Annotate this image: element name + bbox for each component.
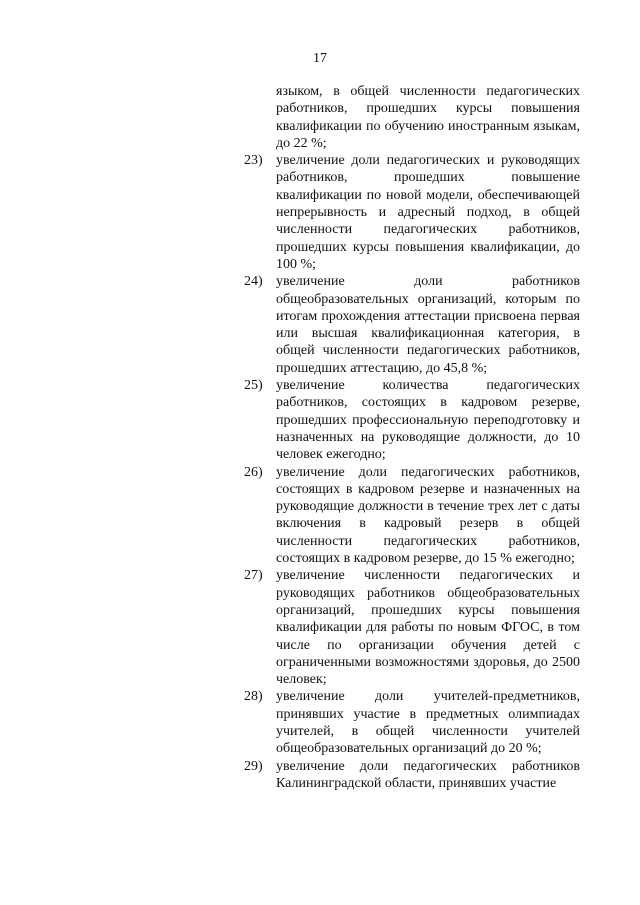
list-item-number: 24) [244,274,263,290]
list-item-number: 27) [244,568,263,584]
list-item-text: увеличение численности педагогических и руководящих работников общеобразовательных организаций, прошедших курсы повышения квалификации для работы по новым ФГОС, в том числе по организации обучения детей с ограниченными возможностями здоровья, до 2500 человек; [276,568,580,688]
list-item-number: 29) [244,758,263,774]
list-item-number: 25) [244,378,263,394]
list-item-number: 23) [244,153,263,169]
list-item-text: увеличение доли учителей-предметников, принявших участие в предметных олимпиадах учителей, в общей численности учителей общеобразовательных организаций до 20 %; [276,689,580,757]
list-item [244,758,580,793]
document-body [244,83,580,792]
list-item [244,464,580,568]
list-item [244,688,580,757]
list-item-text: увеличение доли работников общеобразовательных организаций, которым по итогам прохождения аттестации присвоена первая или высшая квалификационная категория, в общей численности педагогических работников, прошедших аттестацию, до 45,8 %; [276,274,580,376]
continued-paragraph: языком, в общей численности педагогических работников, прошедших курсы повышения квалификации по обучению иностранным языкам, до 22 %; [276,84,580,151]
scan-artifact-marks: . . . . [150,886,196,892]
list-item [244,567,580,688]
list-item-number: 28) [244,689,263,705]
list-item-text: увеличение количества педагогических работников, состоящих в кадровом резерве, прошедших профессиональную переподготовку и назначенных на руководящие должности, до 10 человек ежегодно; [276,378,580,463]
list-item [244,152,580,273]
list-item [244,273,580,377]
list-item-text: увеличение доли педагогических работников Калининградской области, принявших участие [276,758,580,791]
page-number: 17 [313,51,327,66]
list-item-number: 26) [244,464,263,480]
list-item [244,377,580,463]
list-item-text: увеличение доли педагогических и руководящих работников, прошедших повышение квалификации по новой модели, обеспечивающей непрерывность и адресный подход, в общей численности педагогических работников, прошедших курсы повышения квалификации, до 100 %; [276,153,580,272]
list-item-text: увеличение доли педагогических работников, состоящих в кадровом резерве и назначенных на руководящие должности в течение трех лет с даты включения в кадровый резерв в общей численности педагогических работников, состоящих в кадровом резерве, до 15 % ежегодно; [276,464,580,567]
